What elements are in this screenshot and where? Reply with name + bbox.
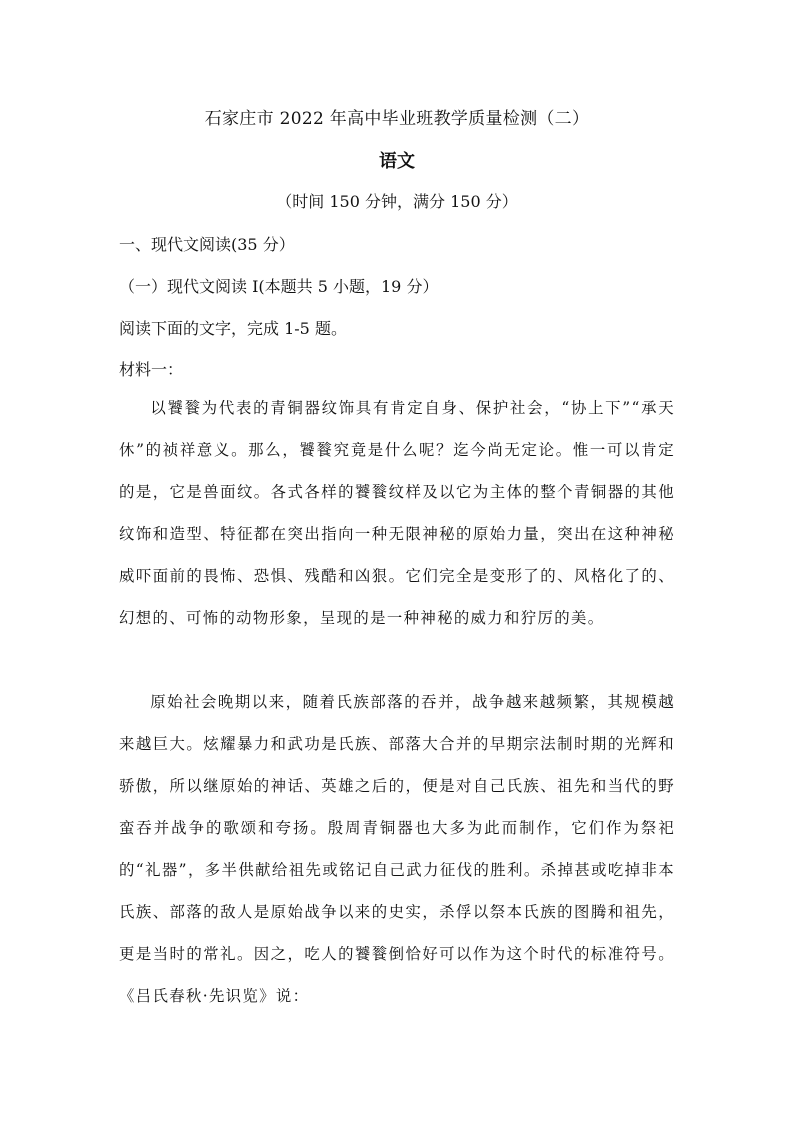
reading-instruction: 阅读下面的文字，完成 1-5 题。 bbox=[119, 319, 347, 338]
section-heading: 一、现代文阅读(35 分） bbox=[119, 235, 295, 254]
paragraph-text: 以饕餮为代表的青铜器纹饰具有肯定自身、保护社会，“协上下”“承天休”的祯祥意义。那么，饕餮究竟是什么呢？迄今尚无定论。惟一可以肯定的是，它是兽面纹。各式各样的饕餮纹样及以它为主体的整个青铜器的其他纹饰和造型、特征都在突出指向一种无限神秘的原始力量，突出在这种神秘威吓面前的畏怖、恐惧、残酷和凶狠。它们完全是变形了的、风格化了的、幻想的、可怖的动物形象，呈现的是一种神秘的威力和狞厉的美。 bbox=[119, 399, 675, 627]
subject-heading: 语文 bbox=[379, 151, 415, 172]
subsection-heading: （一）现代文阅读 I(本题共 5 小题，19 分） bbox=[119, 277, 439, 296]
paragraph bbox=[119, 681, 675, 1017]
paragraph bbox=[119, 387, 675, 639]
paragraph-text: 原始社会晚期以来，随着氏族部落的吞并，战争越来越频繁，其规模越来越巨大。炫耀暴力和武功是氏族、部落大合并的早期宗法制时期的光辉和骄傲，所以继原始的神话、英雄之后的，便是对自己氏族、祖先和当代的野蛮吞并战争的歌颂和夸扬。殷周青铜器也大多为此而制作，它们作为祭祀的“礼器”，多半供献给祖先或铭记自己武力征伐的胜利。杀掉甚或吃掉非本氏族、部落的敌人是原始战争以来的史实，杀俘以祭本氏族的图腾和祖先，更是当时的常礼。因之，吃人的饕餮倒恰好可以作为这个时代的标准符号。《吕氏春秋·先识览》说： bbox=[119, 693, 675, 1005]
exam-title: 石家庄市 2022 年高中毕业班教学质量检测（二） bbox=[204, 109, 590, 129]
time-score-note: （时间 150 分钟，满分 150 分） bbox=[276, 192, 518, 211]
material-label: 材料一： bbox=[119, 360, 184, 379]
